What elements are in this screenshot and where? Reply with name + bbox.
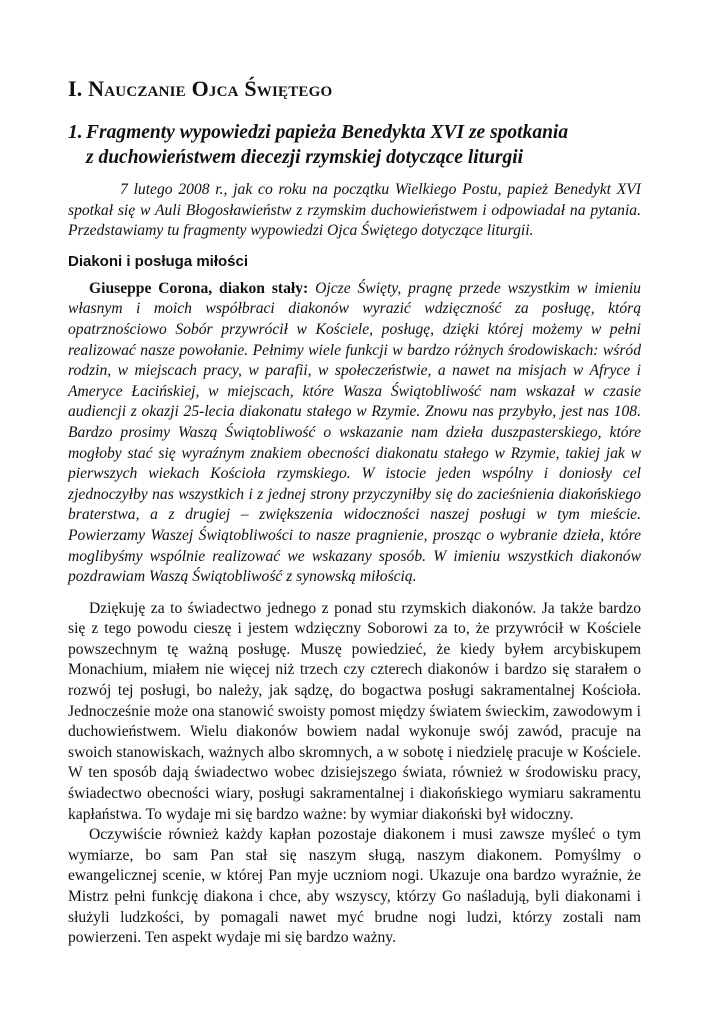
question-paragraph	[68, 279, 641, 588]
answer-paragraph-2: Oczywiście również każdy kapłan pozostaje diakonem i musi zawsze myśleć o tym wymiarze, bo sam Pan stał się naszym sługą, naszym diakonem. Pomyślmy o ewangelicznej scenie, w której Pan myje uczniom nogi. Ukazuje ona bardzo wyraźnie, że Mistrz pełni funkcję diakona i chce, aby wszyscy, którzy Go naśladują, byli diakonami i służyli ludzkości, by pomagali nawet myć brudne nogi ludzi, którzy zostali nam powierzeni. Ten aspekt wydaje mi się bardzo ważny.	[68, 826, 641, 947]
section-title-part: O	[191, 76, 209, 101]
section-title-part: więtego	[256, 76, 333, 101]
question-text: Ojcze Święty, pragnę przede wszystkim w imieniu własnym i moich współbraci diakonów wyrazić wdzięczność za posługę, którą opatrznościowo Sobór przywrócił w Kościele, posługę, dzięki której możemy w pełni realizować nasze powołanie. Pełnimy wiele funkcji w bardzo różnych środowiskach: wśród rodzin, w miejscach pracy, w parafii, w społeczeństwie, a nawet na misjach w Afryce i Ameryce Łacińskiej, w miejscach, które Wasza Świątobliwość nam wskazał w czasie audiencji z okazji 25-lecia diakonatu stałego w Rzymie. Znowu nas przybyło, jest nas 108. Bardzo prosimy Waszą Świątobliwość o wskazanie nam dzieła duszpasterskiego, które mogłoby stać się wyraźnym znakiem obecności diakonatu stałego w Rzymie, takiej jak w pierwszych wiekach Kościoła rzymskiego. W istocie jeden wspólny i doniosły cel zjednoczyłby nas wszystkich i z jednej strony przyczyniłby się do zacieśnienia diakońskiego braterstwa, a z drugiej – zwiększenia widoczności naszej posługi w tym mieście. Powierzamy Waszej Świątobliwości to nasze pragnienie, prosząc o wybranie dzieła, które moglibyśmy wspólnie realizować we wskazany sposób. W imieniu wszystkich diakonów pozdrawiam Waszą Świątobliwość z synowską miłością.	[68, 279, 641, 586]
answer-paragraph-1: Dziękuję za to świadectwo jednego z ponad stu rzymskich diakonów. Ja także bardzo się z tego powodu cieszę i jestem wdzięczny Soborowi za to, że przywrócił w Kościele powszechnym tę ważną posługę. Muszę powiedzieć, że kiedy byłem arcybiskupem Monachium, miałem nie więcej niż trzech czy czterech diakonów i bardzo się starałem o rozwój tej posługi, bo należy, jak sądzę, do bogactwa posługi sakramentalnej Kościoła. Jednocześnie może ona stanowić swoisty pomost między światem świeckim, zawodowym i duchowieństwem. Wielu diakonów bowiem nadal wykonuje swój zawód, pracuje na swoich stanowiskach, ważnych albo skromnych, a w sobotę i niedzielę pracuje w Kościele. W ten sposób dają świadectwo wobec dzisiejszego świata, również w środowisku pracy, świadectwo obecności wiary, posługi sakramentalnej i diakońskiego wymiaru sakramentu kapłaństwa. To wydaje mi się bardzo ważne: by wymiar diakoński był widoczny.	[68, 599, 641, 823]
subsection-heading: Diakoni i posługa miłości	[68, 252, 249, 270]
section-title-part: auczanie	[104, 76, 192, 101]
section-title-part: I. N	[68, 76, 105, 101]
article-title	[68, 120, 641, 170]
article-title-line2: z duchowieństwem diecezji rzymskiej dotyczące liturgii	[86, 147, 524, 168]
section-title-part: jca	[208, 76, 245, 101]
section-title	[68, 74, 641, 104]
document-page	[68, 74, 641, 949]
article-title-line1: Fragmenty wypowiedzi papieża Benedykta XVI ze spotkania	[86, 122, 569, 143]
section-title-part: Ś	[244, 76, 257, 101]
article-intro: 7 lutego 2008 r., jak co roku na początku Wielkiego Postu, papież Benedykt XVI spotkał się w Auli Błogosławieństw z rzymskim duchowieństwem i odpowiadał na pytania. Przedstawiamy tu fragmenty wypowiedzi Ojca Świętego dotyczące liturgii.	[68, 181, 641, 240]
article-number: 1.	[68, 122, 83, 143]
speaker-name: Giuseppe Corona, diakon stały:	[89, 279, 309, 297]
